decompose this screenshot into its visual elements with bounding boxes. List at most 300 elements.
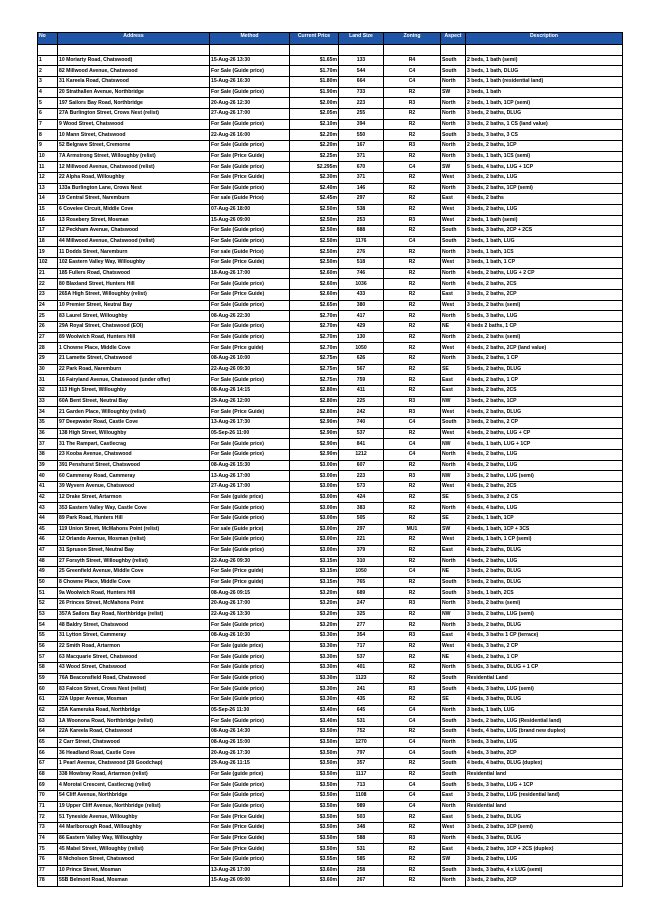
cell-current-price: $3.40m xyxy=(290,716,339,727)
table-row xyxy=(38,865,623,876)
cell-aspect: North xyxy=(441,556,466,567)
cell-zoning: R2 xyxy=(384,343,441,354)
cell-current-price: $3.00m xyxy=(290,524,339,535)
cell-current-price: $1.70m xyxy=(290,66,339,77)
cell-aspect: South xyxy=(441,727,466,738)
cell-method: For Sale (Guide price) xyxy=(210,300,290,311)
cell-land-size: 325 xyxy=(339,609,384,620)
table-row xyxy=(38,663,623,674)
cell-address: 52 Belgrave Street, Cremorne xyxy=(58,140,210,151)
cell-aspect: West xyxy=(441,343,466,354)
cell-zoning: R2 xyxy=(384,290,441,301)
table-row xyxy=(38,130,623,141)
cell-no: 41 xyxy=(38,481,58,492)
cell-description: 5 beds, 3 baths, 2CP + 2CS xyxy=(466,226,623,237)
cell-address: 51 Tyneside Avenue, Willoughby xyxy=(58,812,210,823)
cell-address: 1A Woonona Road, Northbridge (relist) xyxy=(58,716,210,727)
cell-no: 12 xyxy=(38,172,58,183)
cell-zoning: R2 xyxy=(384,545,441,556)
cell-method: 08-Aug-26 09:15 xyxy=(210,588,290,599)
cell-zoning: R2 xyxy=(384,854,441,865)
cell-current-price: $3.50m xyxy=(290,790,339,801)
cell-description: 4 beds, 2 baths xyxy=(466,194,623,205)
cell-current-price: $3.15m xyxy=(290,577,339,588)
cell-aspect: SE xyxy=(441,364,466,375)
cell-method: 13-Aug-26 17:30 xyxy=(210,417,290,428)
cell-aspect: SE xyxy=(441,695,466,706)
cell-current-price: $2.70m xyxy=(290,343,339,354)
cell-method: For Sale (Guide price) xyxy=(210,66,290,77)
cell-address: 89 Park Road, Hunters Hill xyxy=(58,513,210,524)
cell-address: 119 Union Street, McMahons Point (relist) xyxy=(58,524,210,535)
cell-current-price: $3.55m xyxy=(290,854,339,865)
cell-description: 3 beds, 2 baths, LUG (Residential land) xyxy=(466,716,623,727)
table-row xyxy=(38,364,623,375)
cell-no: 54 xyxy=(38,620,58,631)
cell-no: 72 xyxy=(38,812,58,823)
cell-aspect: South xyxy=(441,226,466,237)
cell-description: 4 beds, 2 baths, LUG xyxy=(466,556,623,567)
cell-aspect: South xyxy=(441,236,466,247)
cell-address: 83 Falcon Street, Crows Nest (relist) xyxy=(58,684,210,695)
table-row xyxy=(38,599,623,610)
cell-address: 44 Marlborough Road, Willoughby xyxy=(58,822,210,833)
table-row xyxy=(38,758,623,769)
cell-method: 08-Aug-26 14:30 xyxy=(210,727,290,738)
cell-land-size: 537 xyxy=(339,428,384,439)
table-row xyxy=(38,258,623,269)
cell-address: 12 Millwood Avenue, Chatswood (relist) xyxy=(58,162,210,173)
table-row xyxy=(38,620,623,631)
cell-no: 47 xyxy=(38,545,58,556)
cell-current-price: $3.60m xyxy=(290,876,339,887)
cell-address: 31 Spruson Street, Neutral Bay xyxy=(58,545,210,556)
cell-land-size: 759 xyxy=(339,375,384,386)
cell-land-size: 670 xyxy=(339,162,384,173)
cell-zoning: C4 xyxy=(384,790,441,801)
table-row xyxy=(38,631,623,642)
cell-zoning: R2 xyxy=(384,727,441,738)
cell-description: 3 beds, 1 bath, DLUG xyxy=(466,66,623,77)
cell-no: 33 xyxy=(38,396,58,407)
cell-address: 22A Kareela Road, Chatswood xyxy=(58,727,210,738)
cell-method: For sale (Guide Price) xyxy=(210,194,290,205)
cell-zoning: R2 xyxy=(384,311,441,322)
cell-land-size: 241 xyxy=(339,684,384,695)
cell-method: For Sale (Guide price) xyxy=(210,183,290,194)
cell-address: 12 Peckham Avenue, Chatswood xyxy=(58,226,210,237)
cell-address: 1 Chowne Place, Middle Cove xyxy=(58,343,210,354)
cell-description: 4 beds, 3 baths, LUG (semi) xyxy=(466,684,623,695)
cell-aspect: East xyxy=(441,631,466,642)
cell-description: 2 beds, 2 baths, 1CP xyxy=(466,140,623,151)
cell-current-price: $2.50m xyxy=(290,236,339,247)
cell-method: For Sale (Guide price) xyxy=(210,140,290,151)
cell-land-size: 247 xyxy=(339,599,384,610)
cell-method: For Sale (Price Guide) xyxy=(210,407,290,418)
cell-land-size: 357 xyxy=(339,758,384,769)
cell-no: 75 xyxy=(38,844,58,855)
cell-aspect: NE xyxy=(441,567,466,578)
cell-zoning: R2 xyxy=(384,300,441,311)
cell-current-price: $3.50m xyxy=(290,748,339,759)
cell-current-price: $2.65m xyxy=(290,300,339,311)
cell-no: 37 xyxy=(38,439,58,450)
cell-current-price: $2.50m xyxy=(290,215,339,226)
cell-no: 48 xyxy=(38,556,58,567)
cell-land-size: 258 xyxy=(339,865,384,876)
table-row xyxy=(38,481,623,492)
table-row xyxy=(38,609,623,620)
cell-address: 76A Beaconsfield Road, Chatswood xyxy=(58,673,210,684)
cell-description: 4 beds, 2 baths, 2CS xyxy=(466,481,623,492)
cell-method: For Sale (Price Guide) xyxy=(210,258,290,269)
cell-address: 197 Sailors Bay Road, Northbridge xyxy=(58,98,210,109)
table-row xyxy=(38,247,623,258)
cell-aspect: South xyxy=(441,748,466,759)
table-row xyxy=(38,439,623,450)
cell-aspect: North xyxy=(441,108,466,119)
table-row xyxy=(38,98,623,109)
cell-land-size: 253 xyxy=(339,215,384,226)
cell-land-size: 394 xyxy=(339,119,384,130)
cell-aspect: North xyxy=(441,737,466,748)
cell-land-size: 1050 xyxy=(339,567,384,578)
cell-no: 34 xyxy=(38,407,58,418)
cell-address: 48 Baldry Street, Chatswood xyxy=(58,620,210,631)
cell-current-price: $2.80m xyxy=(290,407,339,418)
cell-description: 3 beds, 2 baths, DLUG xyxy=(466,620,623,631)
cell-method: For Sale (Guide price) xyxy=(210,801,290,812)
header-row xyxy=(38,33,623,45)
cell-zoning: R2 xyxy=(384,577,441,588)
cell-no: 51 xyxy=(38,588,58,599)
cell-method: 13-Aug-26 17:00 xyxy=(210,471,290,482)
cell-land-size: 223 xyxy=(339,98,384,109)
cell-aspect: North xyxy=(441,140,466,151)
cell-no: 68 xyxy=(38,769,58,780)
cell-zoning: C4 xyxy=(384,748,441,759)
table-row xyxy=(38,588,623,599)
cell-zoning: R2 xyxy=(384,641,441,652)
cell-description: Residential Land xyxy=(466,673,623,684)
cell-address: 97 Deepwater Road, Castle Cove xyxy=(58,417,210,428)
cell-method: For Sale (Price guide) xyxy=(210,567,290,578)
cell-land-size: 417 xyxy=(339,311,384,322)
cell-aspect: NW xyxy=(441,396,466,407)
cell-aspect: East xyxy=(441,375,466,386)
cell-zoning: R2 xyxy=(384,172,441,183)
table-row xyxy=(38,183,623,194)
cell-no: 27 xyxy=(38,332,58,343)
table-row xyxy=(38,151,623,162)
cell-zoning: R3 xyxy=(384,98,441,109)
table-row xyxy=(38,737,623,748)
cell-address: 133a Burlington Lane, Crows Nest xyxy=(58,183,210,194)
cell-land-size: 310 xyxy=(339,556,384,567)
table-row xyxy=(38,55,623,66)
cell-aspect: North xyxy=(441,449,466,460)
cell-description: 4 beds, 2 baths, 2CS xyxy=(466,279,623,290)
cell-address: 22A Upper Avenue, Mosman xyxy=(58,695,210,706)
cell-no: 14 xyxy=(38,194,58,205)
cell-zoning: R2 xyxy=(384,354,441,365)
table-row xyxy=(38,162,623,173)
cell-no: 15 xyxy=(38,204,58,215)
spacer-cell xyxy=(384,45,441,56)
cell-address: 12 Drake Street, Artarmon xyxy=(58,492,210,503)
cell-no: 13 xyxy=(38,183,58,194)
cell-current-price: $3.00m xyxy=(290,545,339,556)
cell-land-size: 167 xyxy=(339,140,384,151)
cell-address: 27 Forsyth Street, Willoughby (relist) xyxy=(58,556,210,567)
table-row xyxy=(38,290,623,301)
listings-table xyxy=(37,32,623,887)
cell-current-price: $3.00m xyxy=(290,535,339,546)
cell-description: 3 beds, 3 baths, 4 x LUG (semi) xyxy=(466,865,623,876)
cell-method: 22-Aug-26 09:30 xyxy=(210,364,290,375)
cell-address: 83 Laurel Street, Willoughby xyxy=(58,311,210,322)
cell-land-size: 130 xyxy=(339,332,384,343)
cell-no: 1 xyxy=(38,55,58,66)
cell-land-size: 225 xyxy=(339,396,384,407)
cell-no: 58 xyxy=(38,663,58,674)
cell-current-price: $3.60m xyxy=(290,865,339,876)
cell-method: 15-Aug-26 09:00 xyxy=(210,876,290,887)
cell-method: 29-Aug-26 12:00 xyxy=(210,396,290,407)
cell-description: 3 beds, 2 baths, 1 CS (land value) xyxy=(466,119,623,130)
cell-zoning: R2 xyxy=(384,268,441,279)
cell-no: 35 xyxy=(38,417,58,428)
cell-address: 10 Mann Street, Chatswood xyxy=(58,130,210,141)
cell-zoning: R3 xyxy=(384,407,441,418)
column-header-no: No xyxy=(38,33,58,45)
table-row xyxy=(38,876,623,887)
cell-aspect: SW xyxy=(441,87,466,98)
cell-address: 185 Fullers Road, Chatswood xyxy=(58,268,210,279)
cell-current-price: $3.30m xyxy=(290,684,339,695)
cell-address: 45 Mabel Street, Willoughby (relist) xyxy=(58,844,210,855)
cell-aspect: SW xyxy=(441,162,466,173)
spacer-cell xyxy=(466,45,623,56)
cell-description: 4 beds, 2 baths, DLUG xyxy=(466,545,623,556)
cell-description: 4 beds, 2 baths, LUG xyxy=(466,460,623,471)
cell-no: 32 xyxy=(38,386,58,397)
cell-land-size: 435 xyxy=(339,695,384,706)
cell-zoning: C4 xyxy=(384,737,441,748)
cell-zoning: R3 xyxy=(384,599,441,610)
cell-method: For Sale (Guide price) xyxy=(210,684,290,695)
cell-method: 22-Aug-26 16:00 xyxy=(210,130,290,141)
cell-no: 30 xyxy=(38,364,58,375)
cell-aspect: East xyxy=(441,194,466,205)
cell-address: 26 Princes Street, McMahons Point xyxy=(58,599,210,610)
cell-description: 3 beds, 3 baths, 3 CS xyxy=(466,130,623,141)
cell-no: 55 xyxy=(38,631,58,642)
cell-description: 3 beds, 2 baths, 2 CP xyxy=(466,417,623,428)
cell-land-size: 1176 xyxy=(339,236,384,247)
table-row xyxy=(38,471,623,482)
cell-no: 38 xyxy=(38,449,58,460)
cell-method: For Sale (Guide price) xyxy=(210,322,290,333)
cell-method: For Sale (Guide price) xyxy=(210,279,290,290)
cell-address: 265A High Street, Willoughby (relist) xyxy=(58,290,210,301)
cell-method: For Sale (Guide price) xyxy=(210,226,290,237)
cell-no: 19 xyxy=(38,247,58,258)
cell-description: 3 beds, 2 baths, LUG (semi) xyxy=(466,609,623,620)
cell-current-price: $3.50m xyxy=(290,833,339,844)
cell-land-size: 1050 xyxy=(339,343,384,354)
spacer-cell xyxy=(210,45,290,56)
cell-aspect: South xyxy=(441,716,466,727)
cell-method: For Sale (Guide price) xyxy=(210,332,290,343)
cell-current-price: $2.50m xyxy=(290,247,339,258)
cell-current-price: $2.70m xyxy=(290,311,339,322)
cell-land-size: 717 xyxy=(339,641,384,652)
cell-method: For Sale (Guide price) xyxy=(210,663,290,674)
cell-land-size: 531 xyxy=(339,844,384,855)
cell-method: For Sale (Price Guide) xyxy=(210,290,290,301)
cell-method: For sale (Guide price) xyxy=(210,524,290,535)
cell-description: 3 beds, 2 baths, LUG xyxy=(466,172,623,183)
cell-aspect: North xyxy=(441,332,466,343)
cell-zoning: C4 xyxy=(384,567,441,578)
cell-method: For Sale (Price Guide) xyxy=(210,151,290,162)
cell-land-size: 1123 xyxy=(339,673,384,684)
cell-method: 29-Aug-26 11:15 xyxy=(210,758,290,769)
cell-current-price: $2.295m xyxy=(290,162,339,173)
cell-current-price: $2.70m xyxy=(290,332,339,343)
table-body xyxy=(38,45,623,887)
cell-land-size: 133 xyxy=(339,55,384,66)
cell-aspect: North xyxy=(441,705,466,716)
cell-aspect: East xyxy=(441,790,466,801)
cell-current-price: $2.80m xyxy=(290,386,339,397)
cell-method: For Sale (guide price) xyxy=(210,492,290,503)
cell-current-price: $2.40m xyxy=(290,183,339,194)
table-row xyxy=(38,172,623,183)
cell-method: For Sale (Guide price) xyxy=(210,513,290,524)
cell-aspect: East xyxy=(441,386,466,397)
cell-land-size: 297 xyxy=(339,524,384,535)
cell-current-price: $3.00m xyxy=(290,471,339,482)
table-row xyxy=(38,684,623,695)
cell-zoning: R2 xyxy=(384,556,441,567)
cell-address: 27A Burlington Street, Crows Nest (relist) xyxy=(58,108,210,119)
cell-land-size: 626 xyxy=(339,354,384,365)
cell-zoning: R3 xyxy=(384,471,441,482)
cell-description: 5 beds, 3 baths, LUG xyxy=(466,311,623,322)
cell-land-size: 989 xyxy=(339,801,384,812)
cell-land-size: 505 xyxy=(339,513,384,524)
cell-land-size: 664 xyxy=(339,76,384,87)
cell-land-size: 713 xyxy=(339,780,384,791)
cell-land-size: 537 xyxy=(339,652,384,663)
table-row xyxy=(38,780,623,791)
cell-zoning: R2 xyxy=(384,194,441,205)
cell-zoning: R2 xyxy=(384,481,441,492)
cell-no: 7 xyxy=(38,119,58,130)
cell-description: 3 beds, 1 bath (residential land) xyxy=(466,76,623,87)
cell-address: 63 Macquarie Street, Chatswood xyxy=(58,652,210,663)
cell-current-price: $2.90m xyxy=(290,428,339,439)
table-row xyxy=(38,695,623,706)
table-row xyxy=(38,641,623,652)
cell-zoning: R2 xyxy=(384,652,441,663)
cell-no: 36 xyxy=(38,428,58,439)
cell-address: 86 Eastern Valley Way, Willoughby xyxy=(58,833,210,844)
cell-description: 4 beds, 4 baths, LUG xyxy=(466,503,623,514)
cell-land-size: 733 xyxy=(339,87,384,98)
cell-land-size: 531 xyxy=(339,716,384,727)
cell-current-price: $2.20m xyxy=(290,140,339,151)
cell-land-size: 146 xyxy=(339,183,384,194)
table-row xyxy=(38,716,623,727)
table-row xyxy=(38,652,623,663)
cell-no: 70 xyxy=(38,790,58,801)
cell-method: For Sale (Guide price) xyxy=(210,620,290,631)
cell-method: For Sale (Guide price) xyxy=(210,503,290,514)
cell-land-size: 223 xyxy=(339,471,384,482)
cell-current-price: $3.30m xyxy=(290,663,339,674)
cell-aspect: East xyxy=(441,812,466,823)
cell-method: For Sale (Guide price) xyxy=(210,790,290,801)
cell-description: 4 beds 2 baths, 1 CP xyxy=(466,322,623,333)
cell-no: 23 xyxy=(38,290,58,301)
cell-aspect: East xyxy=(441,290,466,301)
cell-method: 05-Sep-26 11:30 xyxy=(210,705,290,716)
cell-land-size: 585 xyxy=(339,854,384,865)
cell-address: 23 Kooba Avenue, Chatswood xyxy=(58,449,210,460)
cell-address: 60 Cammeray Road, Cammeray xyxy=(58,471,210,482)
cell-current-price: $2.00m xyxy=(290,98,339,109)
cell-aspect: West xyxy=(441,407,466,418)
cell-no: 3 xyxy=(38,76,58,87)
cell-method: For Sale (Guide price) xyxy=(210,375,290,386)
cell-current-price: $3.30m xyxy=(290,631,339,642)
column-header-land-size: Land Size xyxy=(339,33,384,45)
cell-description: 5 beds, 3 baths, LUG xyxy=(466,737,623,748)
cell-description: 5 beds, 3 baths, DLUG + 1 CP xyxy=(466,663,623,674)
cell-land-size: 752 xyxy=(339,727,384,738)
cell-aspect: North xyxy=(441,599,466,610)
cell-no: 31 xyxy=(38,375,58,386)
cell-aspect: South xyxy=(441,769,466,780)
cell-method: For sale (Guide Price) xyxy=(210,247,290,258)
cell-method: For Sale (Guide price) xyxy=(210,673,290,684)
cell-aspect: West xyxy=(441,535,466,546)
cell-current-price: $2.75m xyxy=(290,354,339,365)
table-row xyxy=(38,567,623,578)
cell-no: 18 xyxy=(38,236,58,247)
cell-land-size: 503 xyxy=(339,812,384,823)
cell-address: 12 Orlando Avenue, Mosman (relist) xyxy=(58,535,210,546)
cell-current-price: $1.65m xyxy=(290,55,339,66)
cell-method: For Sale (guide price) xyxy=(210,641,290,652)
cell-current-price: $3.50m xyxy=(290,812,339,823)
cell-address: 31 The Rampart, Castlecrag xyxy=(58,439,210,450)
table-row xyxy=(38,545,623,556)
cell-aspect: West xyxy=(441,172,466,183)
cell-aspect: East xyxy=(441,844,466,855)
cell-land-size: 689 xyxy=(339,588,384,599)
cell-current-price: $3.50m xyxy=(290,727,339,738)
cell-land-size: 888 xyxy=(339,226,384,237)
cell-land-size: 242 xyxy=(339,407,384,418)
cell-no: 59 xyxy=(38,673,58,684)
cell-address: 55B Belmont Road, Mosman xyxy=(58,876,210,887)
cell-no: 2 xyxy=(38,66,58,77)
